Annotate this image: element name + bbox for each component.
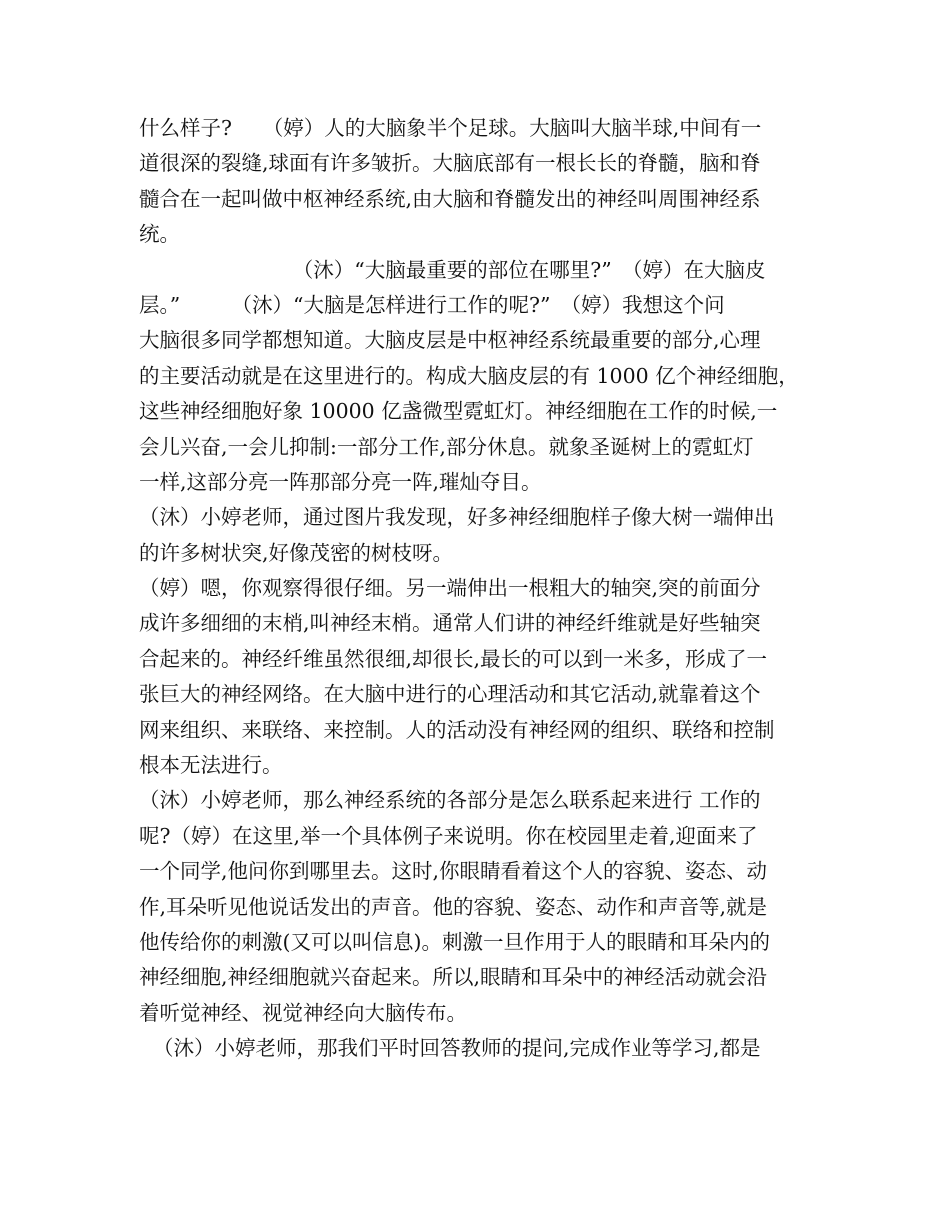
text-line: （沐）小婷老师，那么神经系统的各部分是怎么联系起来进行 工作的 (139, 788, 761, 813)
text-line: 层。” （沐）“大脑是怎样进行工作的呢?” （婷）我想这个问 (139, 292, 725, 317)
text-line: 大脑很多同学都想知道。大脑皮层是中枢神经系统最重要的部分,心理 (139, 328, 761, 353)
text-line: 网来组织、来联络、来控制。人的活动没有神经网的组织、联络和控制 (139, 717, 775, 742)
text-line: 统。 (139, 222, 180, 247)
text-line: 张巨大的神经网络。在大脑中进行的心理活动和其它活动,就靠着这个 (139, 682, 761, 707)
text-line: （沐）小婷老师，那我们平时回答教师的提问,完成作业等学习,都是 (153, 1036, 761, 1061)
text-line: （婷）嗯，你观察得很仔细。另一端伸出一根粗大的轴突,突的前面分 (139, 576, 761, 601)
text-line: 这些神经细胞好象 10000 亿盏微型霓虹灯。神经细胞在工作的时候,一 (139, 399, 778, 424)
text-line: 的许多树状突,好像茂密的树枝呀。 (139, 540, 454, 565)
text-line: 一个同学,他问你到哪里去。这时,你眼睛看着这个人的容貌、姿态、动 (139, 859, 768, 884)
text-line: 道很深的裂缝,球面有许多皱折。大脑底部有一根长长的脊髓，脑和脊 (139, 151, 761, 176)
text-line: 合起来的。神经纤维虽然很细,却很长,最长的可以到一米多，形成了一 (139, 646, 768, 671)
text-line: 着听觉神经、视觉神经向大脑传布。 (139, 1000, 467, 1025)
text-line: 成许多细细的末梢,叫神经末梢。通常人们讲的神经纤维就是好些轴突 (139, 611, 761, 636)
text-line: 什么样子? （婷）人的大脑象半个足球。大脑叫大脑半球,中间有一 (139, 116, 762, 140)
text-line: 根本无法进行。 (139, 753, 283, 778)
text-line: 会儿兴奋,一会儿抑制:一部分工作,部分休息。就象圣诞树上的霓虹灯 (139, 434, 754, 459)
text-line: （沐）小婷老师，通过图片我发现，好多神经细胞样子像大树一端伸出 (139, 505, 775, 530)
text-line: 髓合在一起叫做中枢神经系统,由大脑和脊髓发出的神经叫周围神经系 (139, 186, 761, 211)
text-line: 他传给你的刺激(又可以叫信息)。刺激一旦作用于人的眼睛和耳朵内的 (139, 929, 770, 954)
text-line: 呢?（婷）在这里,举一个具体例子来说明。你在校园里走着,迎面来了 (139, 823, 758, 848)
text-line: （沐）“大脑最重要的部位在哪里?” （婷）在大脑皮 (139, 257, 766, 282)
text-line: 作,耳朵听见他说话发出的声音。他的容貌、姿态、动作和声音等,就是 (139, 894, 768, 919)
body-text (139, 111, 829, 1067)
text-line: 一样,这部分亮一阵那部分亮一阵,璀灿夺目。 (139, 469, 542, 494)
text-line: 神经细胞,神经细胞就兴奋起来。所以,眼睛和耳朵中的神经活动就会沿 (139, 965, 768, 990)
text-line: 的主要活动就是在这里进行的。构成大脑皮层的有 1000 亿个神经细胞， (139, 363, 799, 388)
